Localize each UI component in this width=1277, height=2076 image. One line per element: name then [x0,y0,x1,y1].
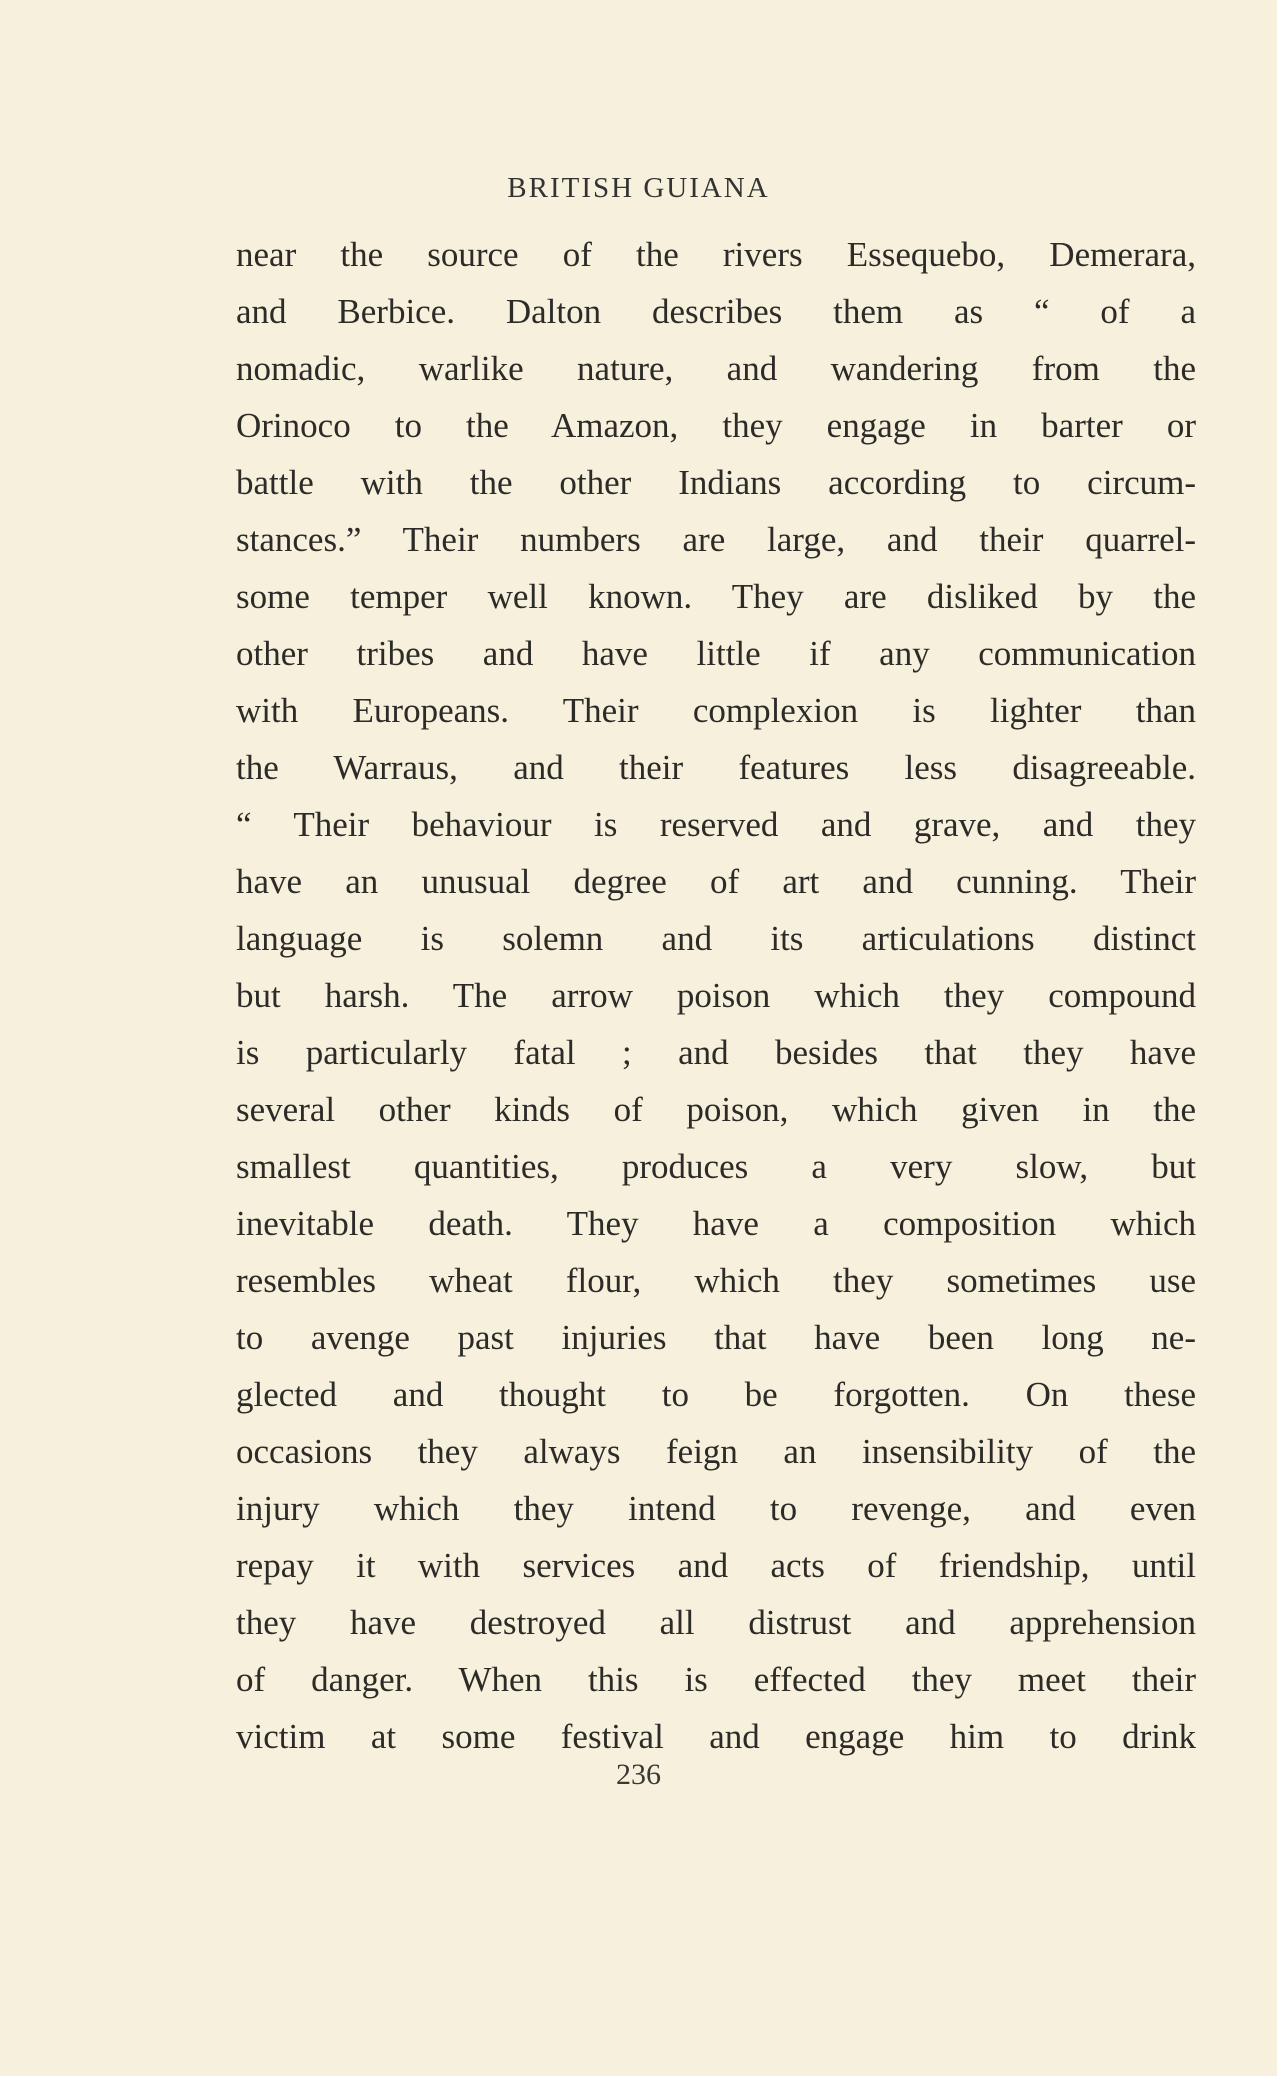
text-line: near the source of the rivers Essequebo, Demerara, [236,235,1196,274]
text-line: to avenge past injuries that have been long ne- [236,1318,1196,1357]
running-header: BRITISH GUIANA [507,172,770,204]
text-line: occasions they always feign an insensibility of the [236,1432,1196,1471]
text-line: several other kinds of poison, which given in the [236,1090,1196,1129]
page-number: 236 [616,1758,661,1791]
text-line: some temper well known. They are disliked by the [236,577,1196,616]
text-line: they have destroyed all distrust and apprehension [236,1603,1196,1642]
text-line: is particularly fatal ; and besides that they have [236,1033,1196,1072]
body-text [236,226,1196,1765]
text-line: the Warraus, and their features less disagreeable. [236,748,1196,787]
text-line: resembles wheat flour, which they sometimes use [236,1261,1196,1300]
text-line: have an unusual degree of art and cunning. Their [236,862,1196,901]
text-line: victim at some festival and engage him to drink [236,1717,1196,1756]
text-line: other tribes and have little if any communication [236,634,1196,673]
text-line: language is solemn and its articulations distinct [236,919,1196,958]
text-line: “ Their behaviour is reserved and grave, and they [236,805,1196,844]
text-line: injury which they intend to revenge, and even [236,1489,1196,1528]
text-line: repay it with services and acts of friendship, until [236,1546,1196,1585]
text-line: nomadic, warlike nature, and wandering from the [236,349,1196,388]
text-line: with Europeans. Their complexion is lighter than [236,691,1196,730]
text-line: but harsh. The arrow poison which they compound [236,976,1196,1015]
text-line: battle with the other Indians according to circum- [236,463,1196,502]
text-line: glected and thought to be forgotten. On these [236,1375,1196,1414]
text-line: stances.” Their numbers are large, and their quarrel- [236,520,1196,559]
text-line: Orinoco to the Amazon, they engage in barter or [236,406,1196,445]
text-line: inevitable death. They have a composition which [236,1204,1196,1243]
text-line: smallest quantities, produces a very slow, but [236,1147,1196,1186]
text-line: of danger. When this is effected they meet their [236,1660,1196,1699]
text-line: and Berbice. Dalton describes them as “ of a [236,292,1196,331]
